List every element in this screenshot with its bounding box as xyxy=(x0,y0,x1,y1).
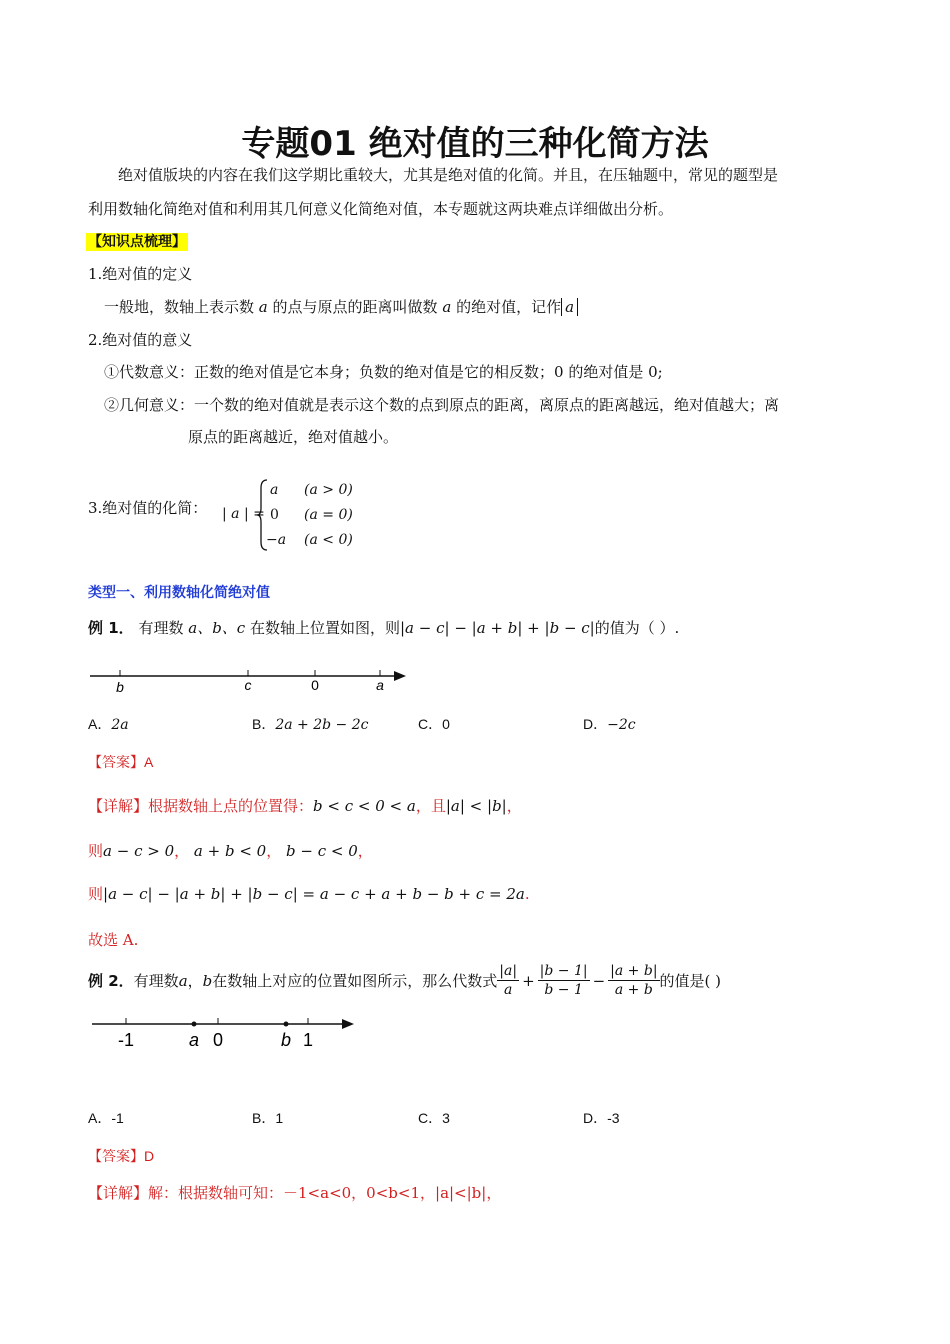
example1-number-line xyxy=(88,664,418,696)
example1-detail-line-3: 则|a − c| − |a + b| + |b − c| = a − c + a + b − b + c = 2a. xyxy=(88,885,530,903)
axis-label-1: 1 xyxy=(302,1030,314,1050)
case1-condition: (a > 0) xyxy=(304,482,353,498)
example2-number-line xyxy=(88,1012,363,1052)
definition-heading: 1.绝对值的定义 xyxy=(88,265,193,283)
point-a xyxy=(192,1022,197,1027)
knowledge-tag: 【知识点梳理】 xyxy=(88,234,186,250)
example1-detail-line-2: 则a − c > 0， a + b < 0， b − c < 0， xyxy=(88,842,373,860)
fraction-2: $\frac{|b - 1|}{b - 1}$ xyxy=(539,963,588,998)
meaning-geometric-1: ②几何意义：一个数的绝对值就是表示这个数的点到原点的距离，离原点的距离越远，绝对值越大；离 xyxy=(104,396,780,414)
case2-value: 0 xyxy=(270,507,279,523)
example2-answer: 【答案】D xyxy=(88,1148,155,1164)
axis-label-b: b xyxy=(116,679,124,695)
intro-line-1: 绝对值版块的内容在我们这学期比重较大，尤其是绝对值的化简。并且，在压轴题中，常见的题型是 xyxy=(118,166,779,184)
fraction-1: $\frac{|a|}{a}$ xyxy=(499,963,518,998)
point-b xyxy=(284,1022,289,1027)
axis-label-0: 0 xyxy=(212,1030,224,1050)
case3-value: −a xyxy=(266,532,287,548)
example1-question: 例 1． 有理数 a、b、c 在数轴上位置如图，则|a − c| − |a + b| + |b − c|的值为（ ）. xyxy=(88,619,680,637)
case3-condition: (a < 0) xyxy=(304,532,353,548)
example1-answer: 【答案】A xyxy=(88,754,154,770)
axis-label-a: a xyxy=(188,1030,200,1050)
example1-choice-b: B．2a + 2b − 2c xyxy=(252,716,369,733)
example1-detail-line-1: 【详解】根据数轴上点的位置得：b < c < 0 < a，且|a| < |b|， xyxy=(88,797,522,815)
definition-text: 一般地，数轴上表示数 a 的点与原点的距离叫做数 a 的绝对值，记作 a xyxy=(104,297,578,317)
axis-label-c: c xyxy=(244,677,252,693)
example2-choice-b: B．1 xyxy=(252,1110,284,1126)
meaning-algebraic: ①代数意义：正数的绝对值是它本身；负数的绝对值是它的相反数；0 的绝对值是 0; xyxy=(104,363,663,381)
case1-value: a xyxy=(270,482,279,498)
example2-question: 例 2． 有理数 a ， b 在数轴上对应的位置如图所示，那么代数式 $\frac{|a|}{a}$ + $\frac{|b - 1|}{b - 1}$ − $\frac{|a + b|}{a + b}$ 的值是( ) xyxy=(88,963,722,998)
example1-choice-a: A．2a xyxy=(88,716,129,733)
example2-choice-c: C．3 xyxy=(418,1110,450,1126)
axis-arrow-icon xyxy=(342,1019,354,1029)
simplification-lhs: | a | = xyxy=(222,506,265,522)
axis-label-minus-1: -1 xyxy=(117,1030,135,1050)
page-title: 专题01 绝对值的三种化简方法 xyxy=(241,124,709,164)
example2-choice-d: D．-3 xyxy=(583,1110,620,1126)
example1-choice-d: D．−2c xyxy=(583,716,636,733)
example2-choice-a: A．-1 xyxy=(88,1110,124,1126)
case2-condition: (a = 0) xyxy=(304,507,353,523)
fraction-3: $\frac{|a + b|}{a + b}$ xyxy=(610,963,658,998)
intro-line-2: 利用数轴化简绝对值和利用其几何意义化简绝对值，本专题就这两块难点详细做出分析。 xyxy=(88,200,674,218)
example2-detail-line-1: 【详解】解：根据数轴可知：－1<a<0，0<b<1，|a|<|b|， xyxy=(88,1184,502,1202)
axis-label-0: 0 xyxy=(311,677,319,693)
axis-label-a: a xyxy=(376,677,384,693)
axis-label-b: b xyxy=(280,1030,292,1050)
simplification-heading: 3.绝对值的化简： xyxy=(88,499,208,517)
meaning-heading: 2.绝对值的意义 xyxy=(88,331,193,349)
type1-heading: 类型一、利用数轴化简绝对值 xyxy=(88,585,270,601)
example1-conclusion: 故选 A. xyxy=(88,931,139,949)
meaning-geometric-2: 原点的距离越近，绝对值越小。 xyxy=(188,428,399,446)
axis-arrow-icon xyxy=(394,671,406,681)
example1-choice-c: C．0 xyxy=(418,716,450,732)
